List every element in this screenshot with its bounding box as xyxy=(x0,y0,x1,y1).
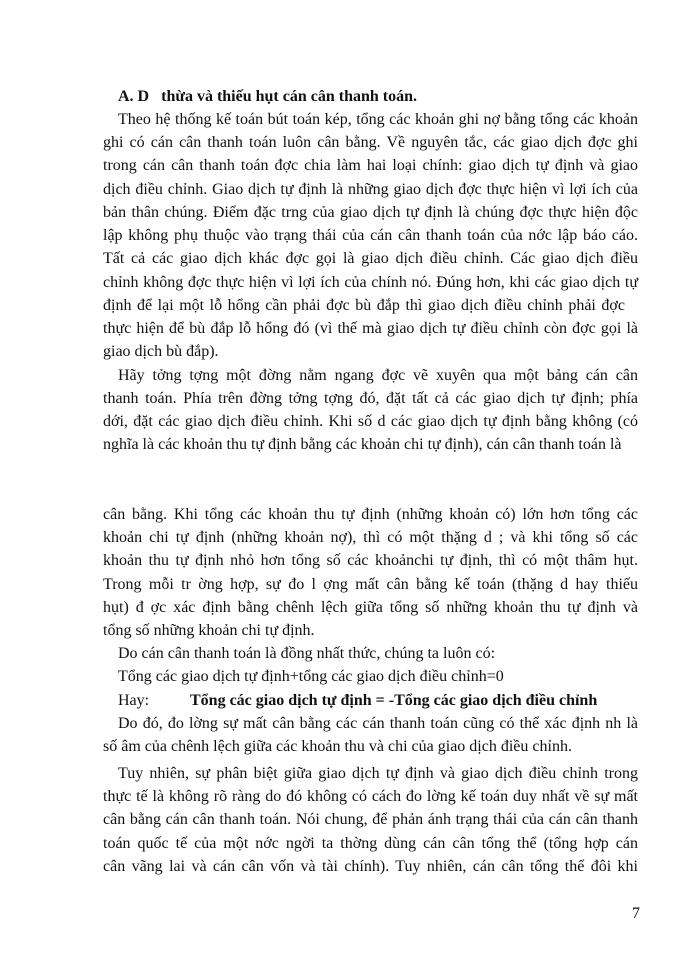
paragraph-line: ghi có cán cân thanh toán luôn cân bằng. Về nguyên tắc, các giao dịch đợc ghi xyxy=(103,134,638,151)
paragraph-line: cân bằng. Khi tổng các khoản thu tự định (những khoản có) lớn hơn tổng các xyxy=(103,506,638,523)
paragraph-line: số âm của chênh lệch giữa các khoản thu và chi của giao dịch điều chỉnh. xyxy=(103,738,572,755)
paragraph-line: Tuy nhiên, sự phân biệt giữa giao dịch tự định và giao dịch điều chỉnh trong xyxy=(118,765,638,782)
paragraph-line: khoản chi tự định (những khoản nợ), thì có một thặng d ; và khi tổng số các xyxy=(103,529,638,546)
formula-prefix: Hay: xyxy=(118,692,150,709)
paragraph-line: Do cán cân thanh toán là đồng nhất thức, chúng ta luôn có: xyxy=(118,645,496,662)
paragraph-line: khoản thu tự định nhỏ hơn tổng số các khoảnchi tự định, thì có một thâm hụt. xyxy=(103,552,638,569)
paragraph-line: thực hiện để bù đắp lỗ hổng đó (vì thế mà giao dịch tự điều chỉnh còn đợc gọi là xyxy=(103,320,638,337)
formula-line-bold: Tổng các giao dịch tự định = -Tổng các giao dịch điều chỉnh xyxy=(190,692,598,709)
paragraph-line: định để lại một lỗ hổng cần phải đợc bù đắp thì giao dịch điều chỉnh phải đợc xyxy=(103,297,625,314)
paragraph-line: lập không phụ thuộc vào trạng thái của cán cân thanh toán của nớc lập báo cáo. xyxy=(103,227,638,244)
paragraph-line: thực tế là không rõ ràng do đó không có cách đo lờng kế toán duy nhất về sự mất xyxy=(103,788,638,805)
paragraph-line: tổng số những khoản chi tự định. xyxy=(103,622,315,639)
paragraph-line: cân vãng lai và cán cân vốn và tài chính). Tuy nhiên, cán cân tổng thể đôi khi xyxy=(103,858,638,875)
section-heading: A. D thừa và thiếu hụt cán cân thanh toán. xyxy=(118,88,417,105)
paragraph-line: nghĩa là các khoản thu tự định bằng các khoản chi tự định), cán cân thanh toán là xyxy=(103,436,622,453)
paragraph-line: toán quốc tế của một nớc ngời ta thờng dùng cán cân tổng thể (tổng hợp cán xyxy=(103,835,638,852)
paragraph-line: Theo hệ thống kế toán bút toán kép, tổng các khoản ghi nợ bằng tổng các khoản xyxy=(118,111,638,128)
formula-line: Tổng các giao dịch tự định+tổng các giao dịch điều chỉnh=0 xyxy=(118,668,504,685)
paragraph-line: trong cán cân thanh toán đợc chia làm hai loại chính: giao dịch tự định và giao xyxy=(103,157,638,174)
paragraph-line: Trong mỗi tr ờng hợp, sự đo l ợng mất cân bằng kế toán (thặng d hay thiếu xyxy=(103,576,638,593)
paragraph-line: dịch điều chỉnh. Giao dịch tự định là những giao dịch đợc thực hiện vì lợi ích của xyxy=(103,181,638,198)
paragraph-line: hụt) đ ợc xác định bằng chênh lệch giữa tổng số những khoản thu tự định và xyxy=(103,599,638,616)
paragraph-line: giao dịch bù đắp). xyxy=(103,343,219,360)
paragraph-line: chỉnh không đợc thực hiện vì lợi ích của chính nó. Đúng hơn, khi các giao dịch tự xyxy=(103,274,638,291)
paragraph-line: Do đó, đo lờng sự mất cân bằng các cán thanh toán cũng có thể xác định nh là xyxy=(118,715,638,732)
paragraph-line: thanh toán. Phía trên đờng tởng tợng đó, đặt tất cả các giao dịch tự định; phía xyxy=(103,390,638,407)
page-number: 7 xyxy=(632,905,640,922)
paragraph-line: bản thân chúng. Điểm đặc trng của giao dịch tự định là chúng đợc thực hiện độc xyxy=(103,204,638,221)
paragraph-line: Tất cả các giao dịch khác đợc gọi là giao dịch điều chỉnh. Các giao dịch điều xyxy=(103,250,638,267)
paragraph-line: dới, đặt các giao dịch điều chỉnh. Khi số d các giao dịch tự định bằng không (có xyxy=(103,413,638,430)
paragraph-line: Hãy tởng tợng một đờng nằm ngang đợc vẽ xuyên qua một bảng cán cân xyxy=(118,367,638,384)
paragraph-line: cân bằng cán cân thanh toán. Nói chung, để phản ánh trạng thái của cán cân thanh xyxy=(103,811,638,828)
